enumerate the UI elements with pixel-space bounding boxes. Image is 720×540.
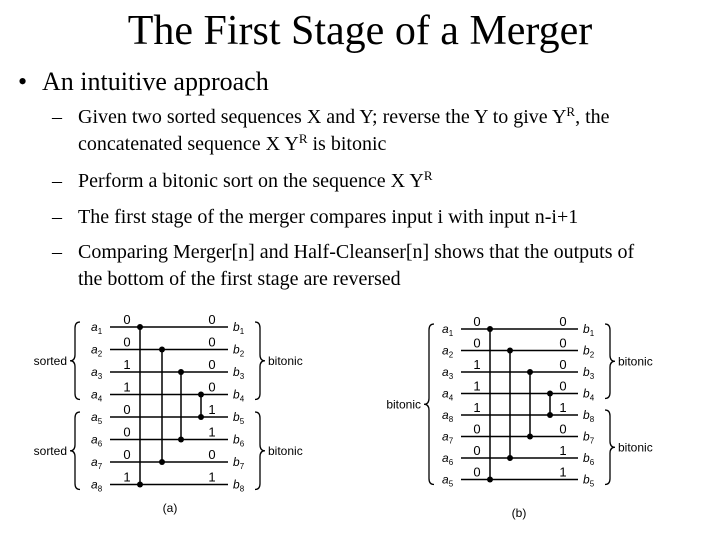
group-label-left: sorted — [33, 443, 67, 458]
input-label: $a_1$ — [91, 320, 103, 336]
output-value: 0 — [208, 312, 216, 327]
input-label: $a_4$ — [91, 387, 103, 404]
input-label: $a_1$ — [442, 322, 454, 338]
input-label: $a_3$ — [442, 365, 454, 381]
output-label: $b_6$ — [583, 451, 595, 467]
comparator-node — [178, 369, 184, 375]
superscript: R — [566, 104, 576, 119]
output-value: 1 — [208, 469, 216, 485]
diagram-caption: (a) — [162, 501, 178, 515]
comparator-node — [159, 347, 165, 353]
sub-bullet-1-text-cont: , the concatenated sequence X Y — [78, 106, 610, 155]
output-label: $b_5$ — [233, 410, 245, 426]
input-value: 0 — [473, 314, 481, 329]
diagram-caption: (b) — [511, 506, 527, 520]
output-label: $b_1$ — [583, 322, 595, 338]
bullet-dot: • — [18, 67, 28, 96]
brace-icon — [70, 322, 80, 400]
output-label: $b_2$ — [583, 343, 595, 360]
brace-icon — [70, 412, 80, 490]
output-value: 0 — [208, 447, 216, 462]
input-label: $a_3$ — [91, 365, 103, 381]
comparator-node — [137, 482, 143, 488]
input-label: $a_8$ — [442, 408, 454, 424]
comparator-node — [547, 391, 553, 397]
superscript: R — [298, 131, 308, 146]
diagram-b — [386, 314, 652, 520]
output-value: 1 — [559, 443, 567, 458]
comparator-node — [178, 437, 184, 443]
output-value: 0 — [208, 334, 216, 350]
dash-icon: – — [52, 241, 62, 263]
superscript: R — [423, 168, 433, 183]
output-value: 0 — [208, 379, 216, 395]
output-label: $b_2$ — [233, 342, 245, 359]
input-label: $a_2$ — [442, 343, 454, 360]
brace-icon — [605, 324, 615, 399]
comparator-node — [507, 455, 513, 461]
output-label: $b_7$ — [583, 429, 595, 446]
input-value: 1 — [473, 400, 481, 415]
brace-icon — [424, 324, 434, 485]
output-value: 0 — [559, 357, 567, 372]
output-label: $b_3$ — [583, 365, 595, 381]
group-label-right: bitonic — [268, 353, 303, 368]
input-label: $a_6$ — [442, 451, 454, 467]
dash-icon: – — [52, 170, 62, 192]
input-label: $a_5$ — [442, 472, 454, 489]
output-label: $b_8$ — [233, 477, 245, 494]
input-value: 1 — [123, 357, 131, 372]
output-value: 1 — [559, 400, 567, 415]
slide-title: The First Stage of a Merger — [127, 8, 593, 54]
output-label: $b_8$ — [583, 408, 595, 424]
input-value: 0 — [473, 464, 481, 480]
output-label: $b_1$ — [233, 320, 245, 336]
group-label-left: bitonic — [386, 397, 421, 412]
comparator-node — [198, 414, 204, 420]
output-label: $b_5$ — [583, 472, 595, 489]
group-label-right: bitonic — [268, 443, 303, 458]
input-value: 0 — [123, 334, 131, 350]
brace-icon — [255, 412, 265, 490]
sub-bullet-1-text-end: is bitonic — [307, 133, 387, 155]
comparator-node — [159, 459, 165, 465]
sub-bullet-1-text: Given two sorted sequences X and Y; reverse the Y to give Y — [78, 106, 567, 128]
comparator-node — [487, 326, 493, 332]
dash-icon: – — [52, 206, 62, 228]
output-label: $b_7$ — [233, 455, 245, 471]
sub-bullet-4-text: Comparing Merger[n] and Half-Cleanser[n] shows that the outputs of the bottom of the first stage are reversed — [78, 241, 635, 290]
input-value: 0 — [123, 312, 131, 327]
comparator-node — [507, 348, 513, 354]
group-label-right: bitonic — [618, 440, 653, 455]
comparator-node — [487, 477, 493, 483]
brace-icon — [255, 322, 265, 400]
output-value: 1 — [208, 424, 216, 440]
diagram-a — [34, 312, 303, 515]
comparator-node — [137, 324, 143, 330]
output-label: $b_3$ — [233, 365, 245, 381]
sub-bullet-2-text: Perform a bitonic sort on the sequence X Y — [78, 170, 424, 192]
output-label: $b_6$ — [233, 432, 245, 449]
output-value: 1 — [559, 464, 567, 480]
input-value: 1 — [473, 357, 481, 372]
input-label: $a_7$ — [91, 455, 103, 471]
input-label: $a_4$ — [442, 386, 454, 403]
input-label: $a_8$ — [91, 477, 103, 494]
bullet-text: An intuitive approach — [42, 67, 269, 96]
input-label: $a_7$ — [442, 429, 454, 446]
input-value: 0 — [473, 443, 481, 458]
comparator-node — [198, 392, 204, 398]
group-label-left: sorted — [33, 353, 67, 368]
group-label-right: bitonic — [618, 354, 653, 369]
output-value: 1 — [208, 402, 216, 417]
dash-icon: – — [52, 106, 62, 128]
input-label: $a_6$ — [91, 432, 103, 449]
output-label: $b_4$ — [583, 386, 595, 403]
output-value: 0 — [559, 421, 567, 437]
sub-bullet-3-text: The first stage of the merger compares input i with input n-i+1 — [78, 206, 579, 228]
comparator-node — [547, 412, 553, 418]
comparator-node — [527, 434, 533, 440]
brace-icon — [605, 410, 615, 485]
input-value: 0 — [123, 402, 131, 417]
comparator-node — [527, 369, 533, 375]
output-value: 0 — [559, 314, 567, 329]
input-value: 0 — [123, 424, 131, 440]
output-value: 0 — [559, 335, 567, 351]
input-value: 1 — [123, 379, 131, 395]
input-value: 0 — [473, 421, 481, 437]
input-value: 0 — [123, 447, 131, 462]
output-value: 0 — [208, 357, 216, 372]
input-value: 1 — [123, 469, 131, 485]
input-value: 0 — [473, 335, 481, 351]
output-value: 0 — [559, 378, 567, 394]
output-label: $b_4$ — [233, 387, 245, 404]
input-value: 1 — [473, 378, 481, 394]
input-label: $a_5$ — [91, 410, 103, 426]
input-label: $a_2$ — [91, 342, 103, 359]
